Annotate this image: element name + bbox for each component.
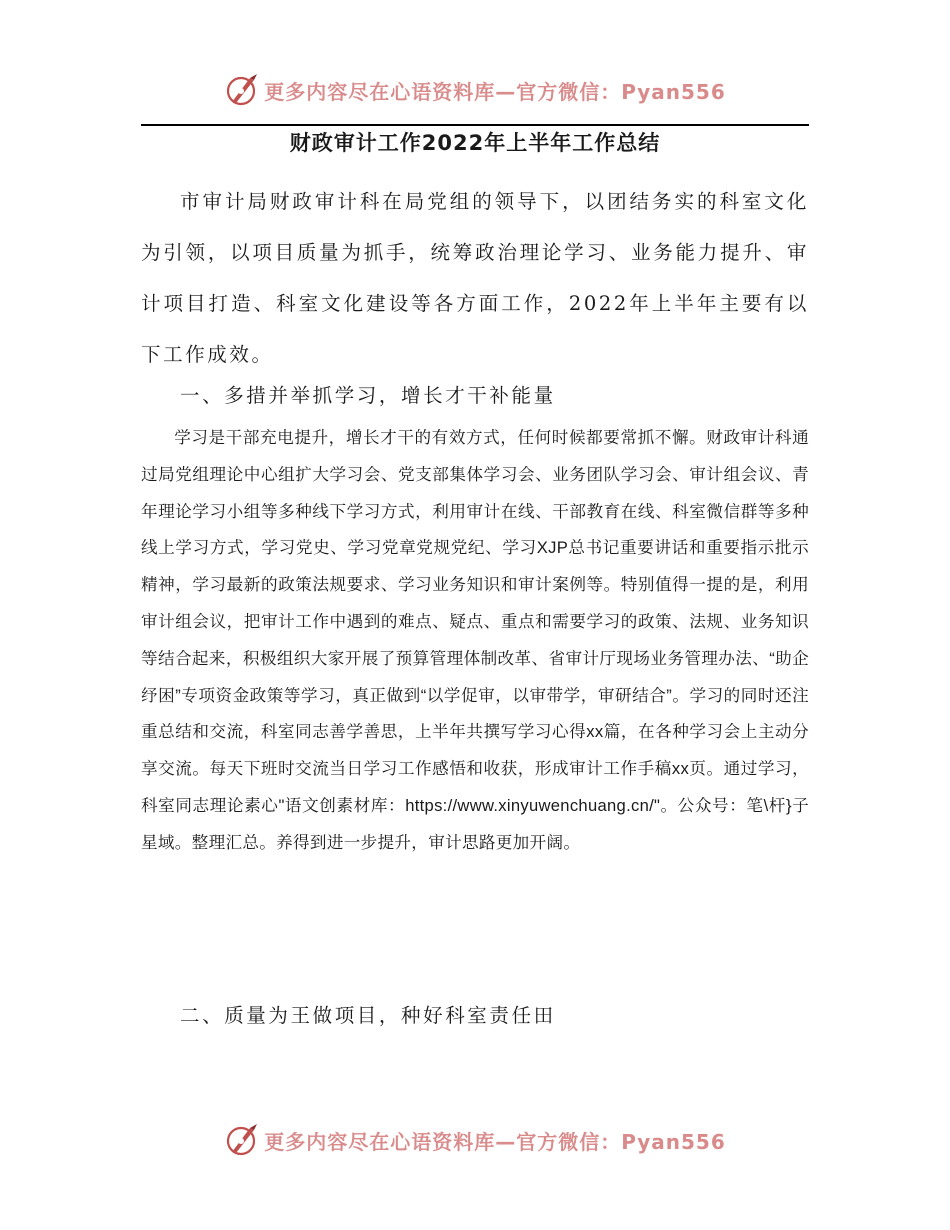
footer-banner — [0, 1118, 950, 1162]
section-1-body: 学习是干部充电提升，增长才干的有效方式，任何时候都要常抓不懈。财政审计科通过局党组理论中心组扩大学习会、党支部集体学习会、业务团队学习会、审计组会议、青年理论学习小组等多种线下学习方式，利用审计在线、干部教育在线、科室微信群等多种线上学习方式，学习党史、学习党章党规党纪、学习XJP总书记重要讲话和重要指示批示精神，学习最新的政策法规要求、学习业务知识和审计案例等。特别值得一提的是，利用审计组会议，把审计工作中遇到的难点、疑点、重点和需要学习的政策、法规、业务知识等结合起来，积极组织大家开展了预算管理体制改革、省审计厅现场业务管理办法、“助企纾困”专项资金政策等学习，真正做到“以学促审，以审带学，审研结合”。学习的同时还注重总结和交流，科室同志善学善思，上半年共撰写学习心得xx篇，在各种学习会上主动分享交流。每天下班时交流当日学习工作感悟和收获，形成审计工作手稿xx页。通过学习，科室同志理论素心"语文创素材库：https://www.xinyuwenchuang.cn/"。公众号：笔\杆}子星域。整理汇总。养得到进一步提升，审计思路更加开阔。 — [141, 428, 809, 852]
quill-pen-circle-icon — [224, 72, 260, 108]
section-1-heading: 一、多措并举抓学习，增长才干补能量 — [180, 384, 556, 407]
document-title: 财政审计工作2022年上半年工作总结 — [289, 131, 661, 155]
banner-text: 更多内容尽在心语资料库— — [264, 79, 517, 104]
quill-pen-circle-icon — [224, 1122, 260, 1158]
footer-banner-text: 更多内容尽在心语资料库— — [264, 1129, 517, 1154]
footer-banner-wechat: 官方微信：Pyan556 — [516, 1129, 726, 1154]
header-banner — [0, 68, 950, 112]
header-rule — [141, 124, 809, 126]
section-2-heading: 二、质量为王做项目，种好科室责任田 — [180, 1004, 556, 1027]
intro-paragraph: 市审计局财政审计科在局党组的领导下，以团结务实的科室文化为引领，以项目质量为抓手，统筹政治理论学习、业务能力提升、审计项目打造、科室文化建设等各方面工作，2022年上半年主要有以下工作成效。 — [141, 190, 809, 366]
banner-wechat: 官方微信：Pyan556 — [516, 79, 726, 104]
